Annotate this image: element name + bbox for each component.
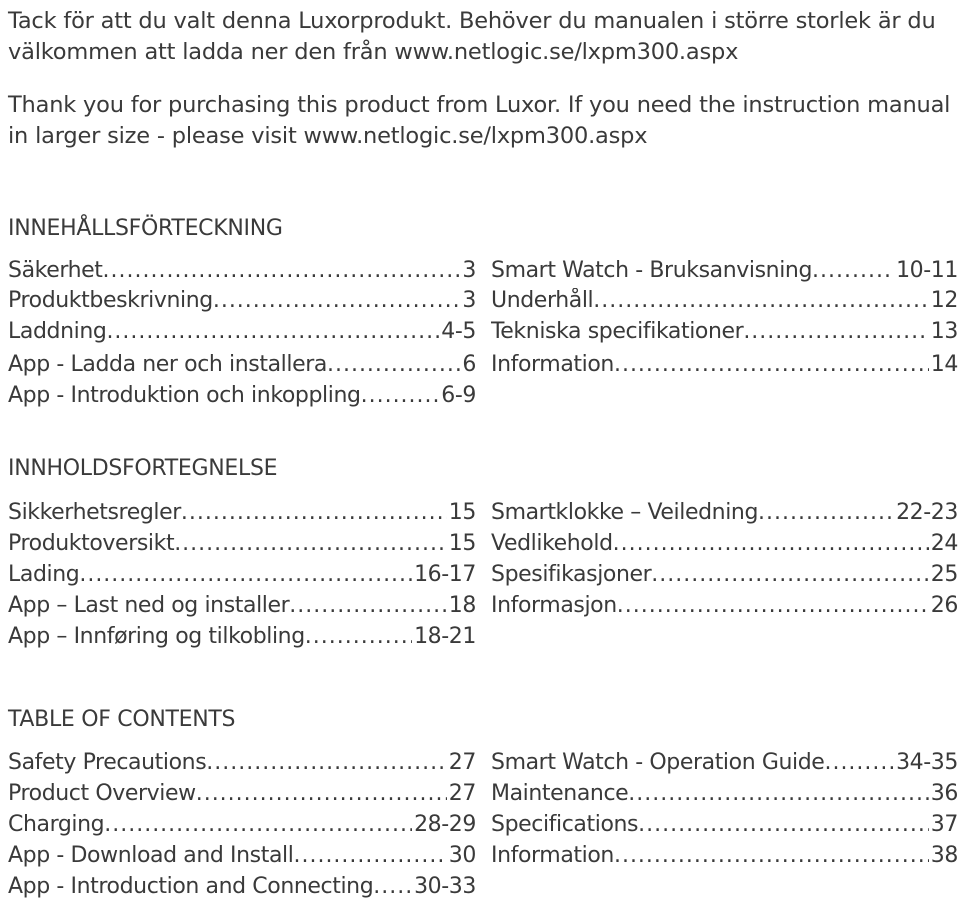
toc-entry-label: Information: [491, 843, 614, 868]
toc-heading-english: TABLE OF CONTENTS: [8, 707, 236, 732]
toc-entry-label: App - Download and Install: [8, 843, 294, 868]
toc-entry-page: 25: [930, 562, 958, 587]
toc-entry[interactable]: [8, 812, 476, 837]
toc-entry-page: 27: [448, 781, 476, 806]
toc-entry-page: 14: [930, 352, 958, 377]
toc-entry-label: Lading: [8, 562, 80, 587]
toc-entry[interactable]: [491, 750, 958, 775]
toc-entry-label: Smart Watch - Operation Guide: [491, 750, 825, 775]
toc-entry-page: 3: [462, 288, 476, 313]
toc-entry[interactable]: [491, 500, 958, 525]
intro-english: [8, 90, 953, 152]
toc-entry[interactable]: [491, 593, 958, 618]
toc-entry-page: 15: [448, 500, 476, 525]
toc-entry[interactable]: [8, 843, 476, 868]
toc-entry[interactable]: [8, 781, 476, 806]
toc-entry[interactable]: [8, 874, 476, 899]
toc-entry[interactable]: [8, 258, 476, 283]
toc-entry-label: App - Ladda ner och installera: [8, 352, 327, 377]
toc-entry[interactable]: [8, 383, 476, 408]
toc-entry-page: 28-29: [414, 812, 476, 837]
toc-entry-label: App - Introduction and Connecting: [8, 874, 374, 899]
toc-entry-label: Smart Watch - Bruksanvisning: [491, 258, 813, 283]
toc-entry-page: 30-33: [414, 874, 476, 899]
toc-entry-label: Safety Precautions: [8, 750, 207, 775]
toc-entry-label: Sikkerhetsregler: [8, 500, 181, 525]
toc-entry-page: 38: [930, 843, 958, 868]
toc-entry[interactable]: [8, 319, 476, 344]
toc-entry-page: 6-9: [441, 383, 476, 408]
toc-entry[interactable]: [8, 352, 476, 377]
toc-heading-swedish: INNEHÅLLSFÖRTECKNING: [8, 216, 283, 241]
toc-entry-label: Product Overview: [8, 781, 196, 806]
toc-entry-label: Produktoversikt: [8, 531, 175, 556]
toc-entry-page: 30: [448, 843, 476, 868]
toc-entry-page: 22-23: [896, 500, 958, 525]
intro-swedish: [8, 6, 953, 68]
toc-entry-label: Charging: [8, 812, 105, 837]
toc-entry-label: App – Last ned og installer: [8, 593, 290, 618]
toc-entry-label: App - Introduktion och inkoppling: [8, 383, 361, 408]
toc-entry-label: Produktbeskrivning: [8, 288, 213, 313]
toc-entry-label: Maintenance: [491, 781, 629, 806]
toc-entry[interactable]: [8, 624, 476, 649]
toc-entry-page: 3: [462, 258, 476, 283]
toc-entry[interactable]: [491, 352, 958, 377]
toc-entry-label: Laddning: [8, 319, 107, 344]
toc-heading-norwegian: INNHOLDSFORTEGNELSE: [8, 456, 278, 481]
toc-entry[interactable]: [491, 258, 958, 283]
toc-entry-page: 13: [930, 319, 958, 344]
toc-entry-page: 4-5: [441, 319, 476, 344]
toc-entry-page: 27: [448, 750, 476, 775]
toc-entry-label: Vedlikehold: [491, 531, 613, 556]
toc-entry[interactable]: [491, 812, 958, 837]
toc-entry-page: 18: [448, 593, 476, 618]
toc-entry[interactable]: [8, 593, 476, 618]
intro-english-text: Thank you for purchasing this product from Luxor. If you need the instruction manual in larger size - please visit www.netlogic.se/lxpm300.aspx: [8, 92, 951, 149]
toc-entry-page: 12: [930, 288, 958, 313]
toc-entry[interactable]: [491, 319, 958, 344]
toc-entry-label: App – Innføring og tilkobling: [8, 624, 305, 649]
toc-entry-label: Specifications: [491, 812, 639, 837]
toc-entry-label: Tekniska specifikationer: [491, 319, 744, 344]
toc-entry[interactable]: [8, 562, 476, 587]
toc-entry-label: Smartklokke – Veiledning: [491, 500, 759, 525]
toc-entry-page: 18-21: [414, 624, 476, 649]
toc-entry-page: 36: [930, 781, 958, 806]
toc-entry-page: 15: [448, 531, 476, 556]
toc-entry-page: 10-11: [896, 258, 958, 283]
toc-entry-page: 37: [930, 812, 958, 837]
toc-entry-label: Spesifikasjoner: [491, 562, 652, 587]
toc-entry-label: Informasjon: [491, 593, 617, 618]
toc-entry[interactable]: [8, 750, 476, 775]
toc-entry-label: Underhåll: [491, 288, 594, 313]
toc-entry[interactable]: [491, 288, 958, 313]
toc-entry-page: 16-17: [414, 562, 476, 587]
toc-entry-label: Information: [491, 352, 614, 377]
toc-entry[interactable]: [491, 843, 958, 868]
toc-entry-page: 24: [930, 531, 958, 556]
toc-entry-label: Säkerhet: [8, 258, 103, 283]
toc-entry[interactable]: [8, 288, 476, 313]
toc-entry-page: 26: [930, 593, 958, 618]
intro-swedish-text: Tack för att du valt denna Luxorprodukt. Behöver du manualen i större storlek är du välkommen att ladda ner den från www.netlogic.se/lxpm300.aspx: [8, 8, 936, 65]
toc-entry-page: 34-35: [896, 750, 958, 775]
toc-entry[interactable]: [8, 500, 476, 525]
toc-entry[interactable]: [491, 781, 958, 806]
toc-entry[interactable]: [491, 562, 958, 587]
toc-entry[interactable]: [8, 531, 476, 556]
toc-entry[interactable]: [491, 531, 958, 556]
toc-entry-page: 6: [462, 352, 476, 377]
